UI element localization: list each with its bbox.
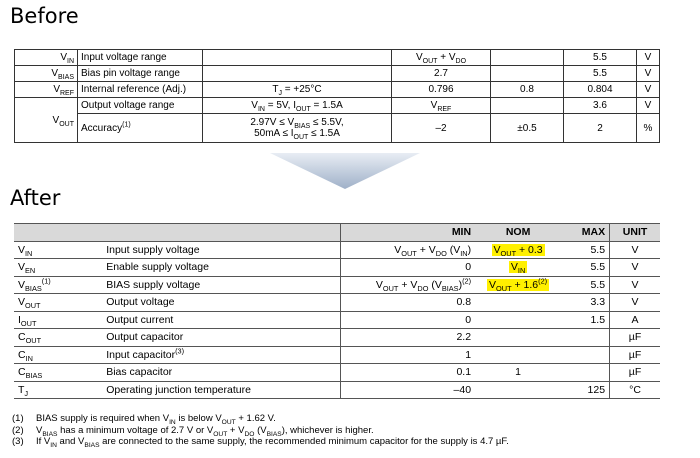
unit: A — [610, 311, 660, 329]
table-row: $V_{REF}$ Internal reference (Adj.) $T_J = +25^\circ C$ 0.796 0.8 0.804 V — [15, 82, 660, 98]
symbol: $I_{OUT}$ — [14, 311, 102, 329]
before-spec-table — [14, 49, 660, 143]
unit: µF — [610, 346, 660, 364]
parameter: Output capacitor — [102, 329, 340, 347]
parameter: Input capacitor$^{(3)}$ — [102, 346, 340, 364]
symbol: $V_{BIAS}^{(1)}$ — [14, 276, 102, 294]
symbol: $T_J$ — [14, 381, 102, 399]
down-arrow-icon — [270, 153, 420, 189]
table-header-row: MIN NOM MAX UNIT — [14, 224, 660, 242]
before-heading: Before — [10, 4, 79, 28]
nom-value — [475, 381, 561, 399]
max-value: 3.3 — [561, 294, 609, 312]
min-value: 0.8 — [340, 294, 475, 312]
unit: V — [610, 259, 660, 277]
table-row-cin — [14, 346, 660, 364]
max-value: 1.5 — [561, 311, 609, 329]
min-value: 1 — [340, 346, 475, 364]
max-value — [561, 329, 609, 347]
nom-value — [475, 241, 561, 259]
max-value — [561, 364, 609, 382]
table-row-vbias — [14, 276, 660, 294]
table-row-ven — [14, 259, 660, 277]
table-row-tj — [14, 381, 660, 399]
footnotes — [12, 413, 509, 448]
min-value: $V_{OUT} + V_{DO}$ $(V_{BIAS})^{(2)}$ — [340, 276, 475, 294]
symbol: $C_{IN}$ — [14, 346, 102, 364]
min-value: –40 — [340, 381, 475, 399]
nom-value: 1 — [475, 364, 561, 382]
symbol: $C_{BIAS}$ — [14, 364, 102, 382]
table-row: Accuracy$^{(1)}$ $2.97V \le V_{BIAS} \le 5.5V$, $50mA \le I_{OUT} \le 1.5A$ –2 ±0.5 2 % — [15, 114, 660, 143]
max-value: 5.5 — [561, 259, 609, 277]
after-heading: After — [10, 186, 61, 210]
table-row-vin — [14, 241, 660, 259]
parameter: Input supply voltage — [102, 241, 340, 259]
after-spec-table — [14, 223, 660, 399]
parameter: Operating junction temperature — [102, 381, 340, 399]
nom-value — [475, 276, 561, 294]
table-row: $V_{IN}$ Input voltage range $V_{OUT} + V_{DO}$ 5.5 V — [15, 50, 660, 66]
min-value: 2.2 — [340, 329, 475, 347]
footnote-3: (3) If $V_{IN}$ and $V_{BIAS}$ are connected to the same supply, the recommended minimum capacitor for the supply is 4.7 µF. — [12, 436, 509, 449]
symbol: $V_{EN}$ — [14, 259, 102, 277]
parameter: BIAS supply voltage — [102, 276, 340, 294]
nom-value — [475, 329, 561, 347]
nom-value — [475, 311, 561, 329]
min-value: 0 — [340, 311, 475, 329]
nom-value — [475, 346, 561, 364]
footnote-2: (2) $V_{BIAS}$ has a minimum voltage of 2.7 V or $V_{OUT} + V_{DO}$ $(V_{BIAS})$, whichever is higher. — [12, 424, 374, 438]
table-row: $V_{OUT}$ Output voltage range $V_{IN} = 5V$, $I_{OUT} = 1.5A$ $V_{REF}$ 3.6 V — [15, 98, 660, 114]
parameter: Output voltage — [102, 294, 340, 312]
parameter: Bias capacitor — [102, 364, 340, 382]
parameter: Enable supply voltage — [102, 259, 340, 277]
parameter: Output current — [102, 311, 340, 329]
unit: µF — [610, 364, 660, 382]
unit: V — [610, 276, 660, 294]
min-value: 0 — [340, 259, 475, 277]
table-row-iout — [14, 311, 660, 329]
table-row: $V_{BIAS}$ Bias pin voltage range 2.7 5.5 V — [15, 66, 660, 82]
symbol: $V_{OUT}$ — [14, 294, 102, 312]
unit: V — [610, 294, 660, 312]
highlighted-value: $V_{OUT} + 0.3$ — [493, 243, 543, 258]
min-value: 0.1 — [340, 364, 475, 382]
table-row-cbias — [14, 364, 660, 382]
min-value: $V_{OUT} + V_{DO}$ $(V_{IN})$ — [340, 241, 475, 259]
nom-value — [475, 259, 561, 277]
max-value: 5.5 — [561, 241, 609, 259]
table-row-cout — [14, 329, 660, 347]
unit: °C — [610, 381, 660, 399]
max-value: 125 — [561, 381, 609, 399]
symbol: $C_{OUT}$ — [14, 329, 102, 347]
footnote-1: (1) BIAS supply is required when $V_{IN}$ is below $V_{OUT} + 1.62$ V. — [12, 413, 276, 426]
unit: V — [610, 241, 660, 259]
table-row-vout — [14, 294, 660, 312]
nom-value — [475, 294, 561, 312]
max-value — [561, 346, 609, 364]
max-value: 5.5 — [561, 276, 609, 294]
highlighted-value: $V_{OUT} + 1.6^{(2)}$ — [489, 276, 548, 293]
symbol: $V_{IN}$ — [14, 241, 102, 259]
highlighted-value: $V_{IN}$ — [510, 261, 526, 276]
unit: µF — [610, 329, 660, 347]
